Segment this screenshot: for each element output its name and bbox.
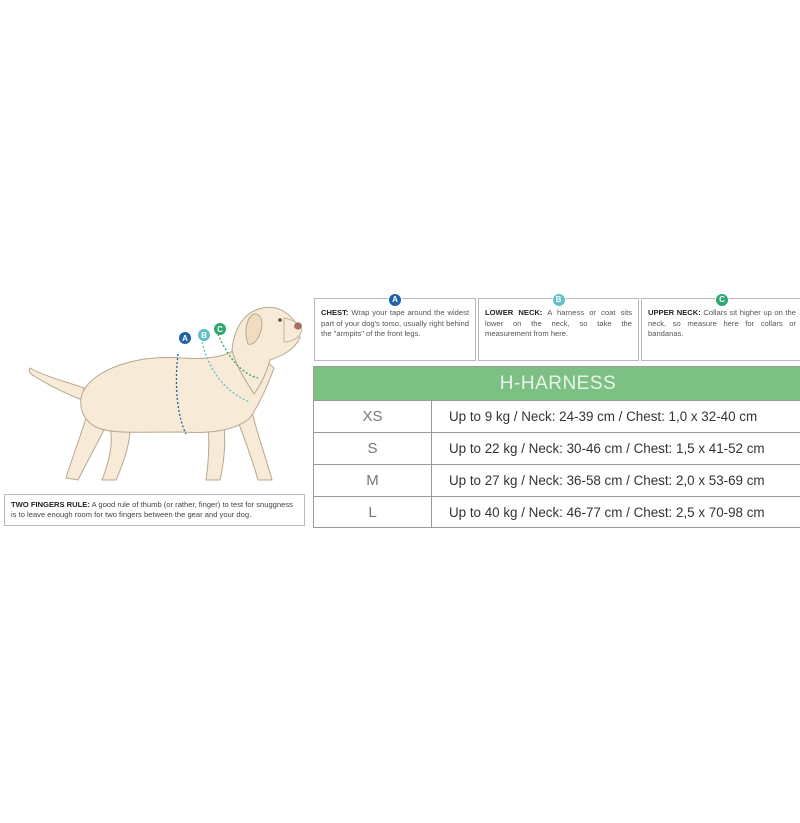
chest-text: Wrap your tape around the widest part of your dog's torso, usually right behind the "armpits" of the front legs.: [321, 308, 469, 338]
two-fingers-rule-box: [4, 494, 305, 526]
size-label: M: [314, 465, 432, 496]
table-row: [314, 432, 800, 464]
lower-neck-text: A harness or coat sits lower on the neck, so take the measurement from here.: [485, 308, 632, 338]
marker-c: [214, 323, 226, 335]
rule-text: A good rule of thumb (or rather, finger) to test for snuggness is to leave enough room for two fingers between the gear and your dog.: [11, 500, 293, 519]
marker-a: [179, 332, 191, 344]
upper-neck-title: UPPER NECK:: [648, 308, 701, 317]
size-table: [313, 366, 800, 528]
size-table-title: H-HARNESS: [314, 367, 800, 400]
size-label: L: [314, 497, 432, 528]
dog-illustration-icon: [22, 298, 312, 498]
letter-badge-icon: C: [715, 293, 729, 307]
size-description: Up to 40 kg / Neck: 46-77 cm / Chest: 2,5 x 70-98 cm: [449, 505, 765, 520]
size-label: XS: [314, 401, 432, 432]
rule-title: TWO FINGERS RULE:: [11, 500, 90, 509]
upper-neck-text: Collars sit higher up on the neck, so measure here for collars or bandanas.: [648, 308, 796, 338]
svg-text:C: C: [217, 325, 223, 334]
size-description: Up to 9 kg / Neck: 24-39 cm / Chest: 1,0 x 32-40 cm: [449, 409, 758, 424]
marker-b: [198, 329, 210, 341]
chest-title: CHEST:: [321, 308, 349, 317]
table-row: [314, 400, 800, 432]
lower-neck-info-box: [478, 295, 639, 361]
size-description: Up to 27 kg / Neck: 36-58 cm / Chest: 2,0 x 53-69 cm: [449, 473, 765, 488]
lower-neck-title: LOWER NECK:: [485, 308, 543, 317]
size-description: Up to 22 kg / Neck: 30-46 cm / Chest: 1,5 x 41-52 cm: [449, 441, 765, 456]
table-row: [314, 464, 800, 496]
letter-badge-icon: A: [388, 293, 402, 307]
table-row: [314, 496, 800, 528]
svg-text:B: B: [201, 331, 207, 340]
letter-badge-icon: B: [552, 293, 566, 307]
chest-info-box: [314, 295, 476, 361]
dog-illustration: [22, 298, 312, 498]
svg-text:A: A: [182, 334, 188, 343]
size-label: S: [314, 433, 432, 464]
upper-neck-info-box: [641, 295, 800, 361]
